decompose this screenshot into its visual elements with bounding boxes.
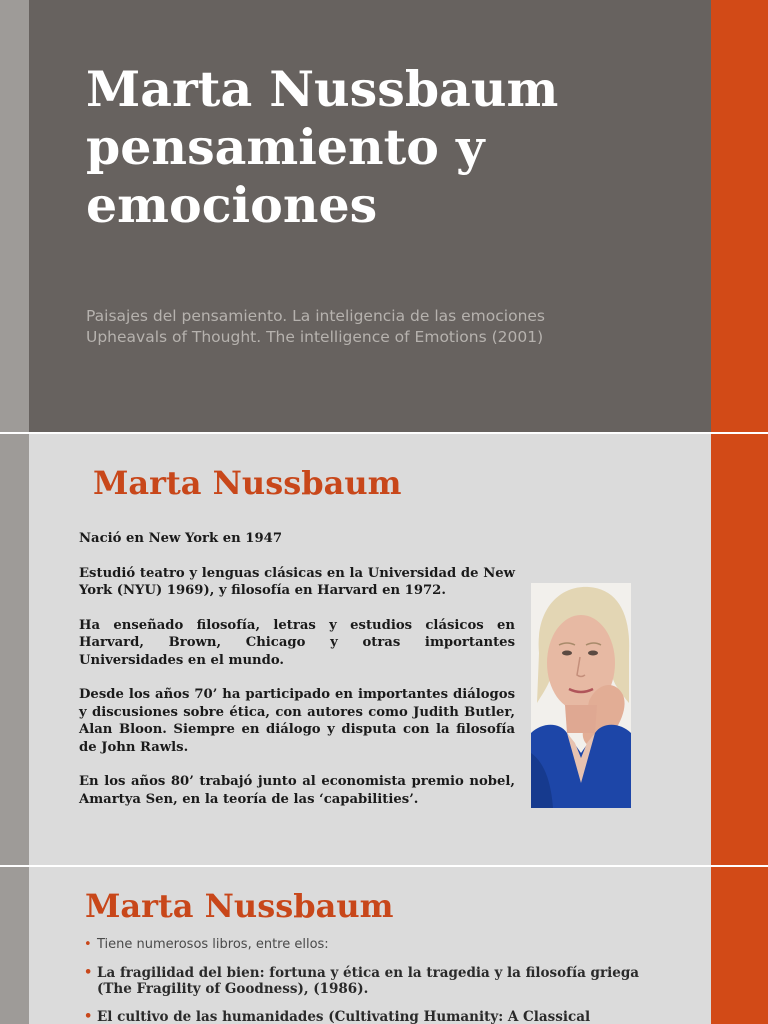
books-list bbox=[84, 937, 639, 1024]
slide-heading: Marta Nussbaum bbox=[93, 464, 402, 502]
bullet-icon: • bbox=[84, 1009, 93, 1024]
slide-subtitle bbox=[86, 306, 696, 348]
left-accent-band bbox=[0, 867, 29, 1024]
left-accent-band bbox=[0, 0, 29, 432]
list-item-text: Tiene numerosos libros, entre ellos: bbox=[97, 937, 329, 952]
portrait-photo bbox=[531, 583, 631, 808]
slide-heading: Marta Nussbaum bbox=[85, 887, 394, 925]
list-item-text: El cultivo de las humanidades (Cultivating Humanity: A Classical bbox=[97, 1009, 591, 1024]
slide-title bbox=[86, 60, 686, 234]
list-item bbox=[84, 1009, 639, 1024]
paragraph: Ha enseñado filosofía, letras y estudios clásicos en Harvard, Brown, Chicago y otras importantes Universidades en el mundo. bbox=[79, 617, 515, 668]
title-line: emociones bbox=[86, 176, 378, 234]
left-accent-band bbox=[0, 434, 29, 865]
list-item bbox=[84, 937, 639, 953]
title-slide bbox=[0, 0, 768, 432]
portrait-illustration bbox=[531, 583, 631, 808]
paragraph: Nació en New York en 1947 bbox=[79, 531, 282, 546]
title-line: pensamiento y bbox=[86, 118, 485, 176]
subtitle-line: Paisajes del pensamiento. La inteligencia de las emociones bbox=[86, 307, 546, 325]
bullet-icon: • bbox=[84, 937, 92, 952]
books-slide bbox=[0, 867, 768, 1024]
right-accent-band bbox=[711, 867, 768, 1024]
paragraph: Desde los años 70’ ha participado en importantes diálogos y discusiones sobre ética, con autores como Judith Butler, Alan Bloon. Siempre en diálogo y disputa con la filosofía de John Rawls. bbox=[79, 687, 515, 755]
paragraph: En los años 80’ trabajó junto al economista premio nobel, Amartya Sen, en la teoría de las ‘capabilities’. bbox=[79, 774, 515, 807]
title-line: Marta Nussbaum bbox=[86, 60, 559, 118]
right-accent-band bbox=[711, 434, 768, 865]
biography-text bbox=[79, 530, 515, 825]
list-item-text: La fragilidad del bien: fortuna y ética en la tragedia y la filosofía griega (The Fragility of Goodness), (1986). bbox=[97, 965, 640, 997]
subtitle-line: Upheavals of Thought. The intelligence of Emotions (2001) bbox=[86, 328, 544, 346]
right-accent-band bbox=[711, 0, 768, 432]
bullet-icon: • bbox=[84, 965, 93, 980]
biography-slide bbox=[0, 434, 768, 865]
paragraph: Estudió teatro y lenguas clásicas en la Universidad de New York (NYU) 1969), y filosofía en Harvard en 1972. bbox=[79, 565, 515, 598]
list-item bbox=[84, 965, 639, 997]
